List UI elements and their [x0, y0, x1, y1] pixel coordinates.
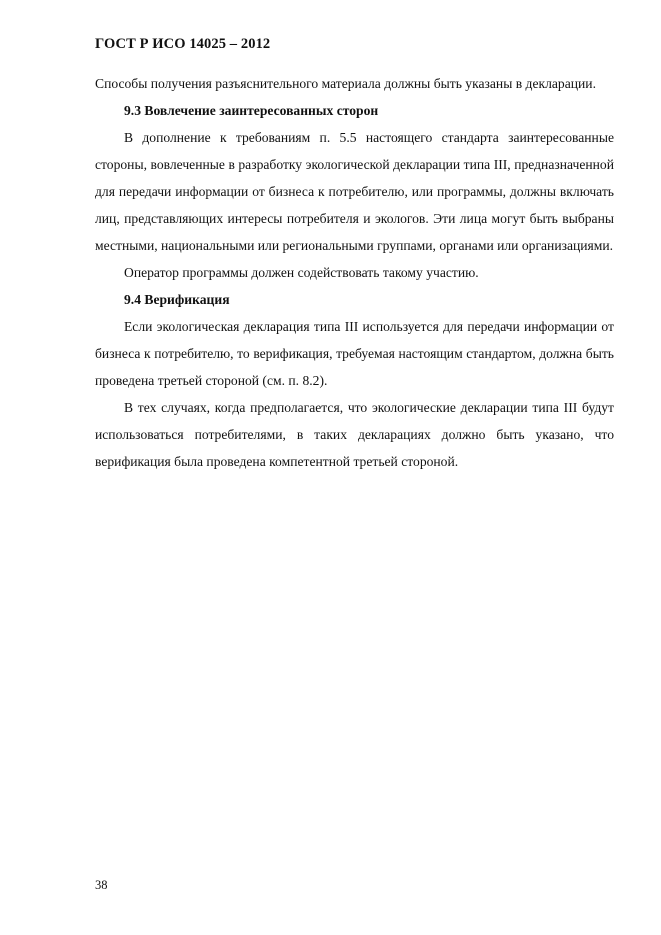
section-9-4-paragraph-1: Если экологическая декларация типа III используется для передачи информации от бизнеса к потребителю, то верификация, требуемая настоящим стандартом, должна быть проведена третьей стороной (см. п. 8.2).: [95, 319, 614, 388]
page-number: 38: [95, 878, 108, 892]
document-header-title: ГОСТ Р ИСО 14025 – 2012: [95, 36, 271, 52]
document-body: [95, 70, 614, 475]
section-9-3-heading: 9.3 Вовлечение заинтересованных сторон: [124, 103, 379, 118]
section-9-3-paragraph-1: В дополнение к требованиям п. 5.5 настоящего стандарта заинтересованные стороны, вовлеченные в разработку экологической декларации типа III, предназначенной для передачи информации от бизнеса к потребителю, или программы, должны включать лиц, представляющих интересы потребителя и экологов. Эти лица могут быть выбраны местными, национальными или региональными группами, органами или организациями.: [95, 130, 614, 253]
section-9-4-heading: 9.4 Верификация: [124, 292, 230, 307]
intro-paragraph: Способы получения разъяснительного материала должны быть указаны в декларации.: [95, 76, 596, 91]
section-9-4-paragraph-2: В тех случаях, когда предполагается, что экологические декларации типа III будут использоваться потребителями, в таких декларациях должно быть указано, что верификация была проведена компетентной третьей стороной.: [95, 400, 614, 469]
section-9-3-paragraph-2: Оператор программы должен содействовать такому участию.: [124, 265, 479, 280]
